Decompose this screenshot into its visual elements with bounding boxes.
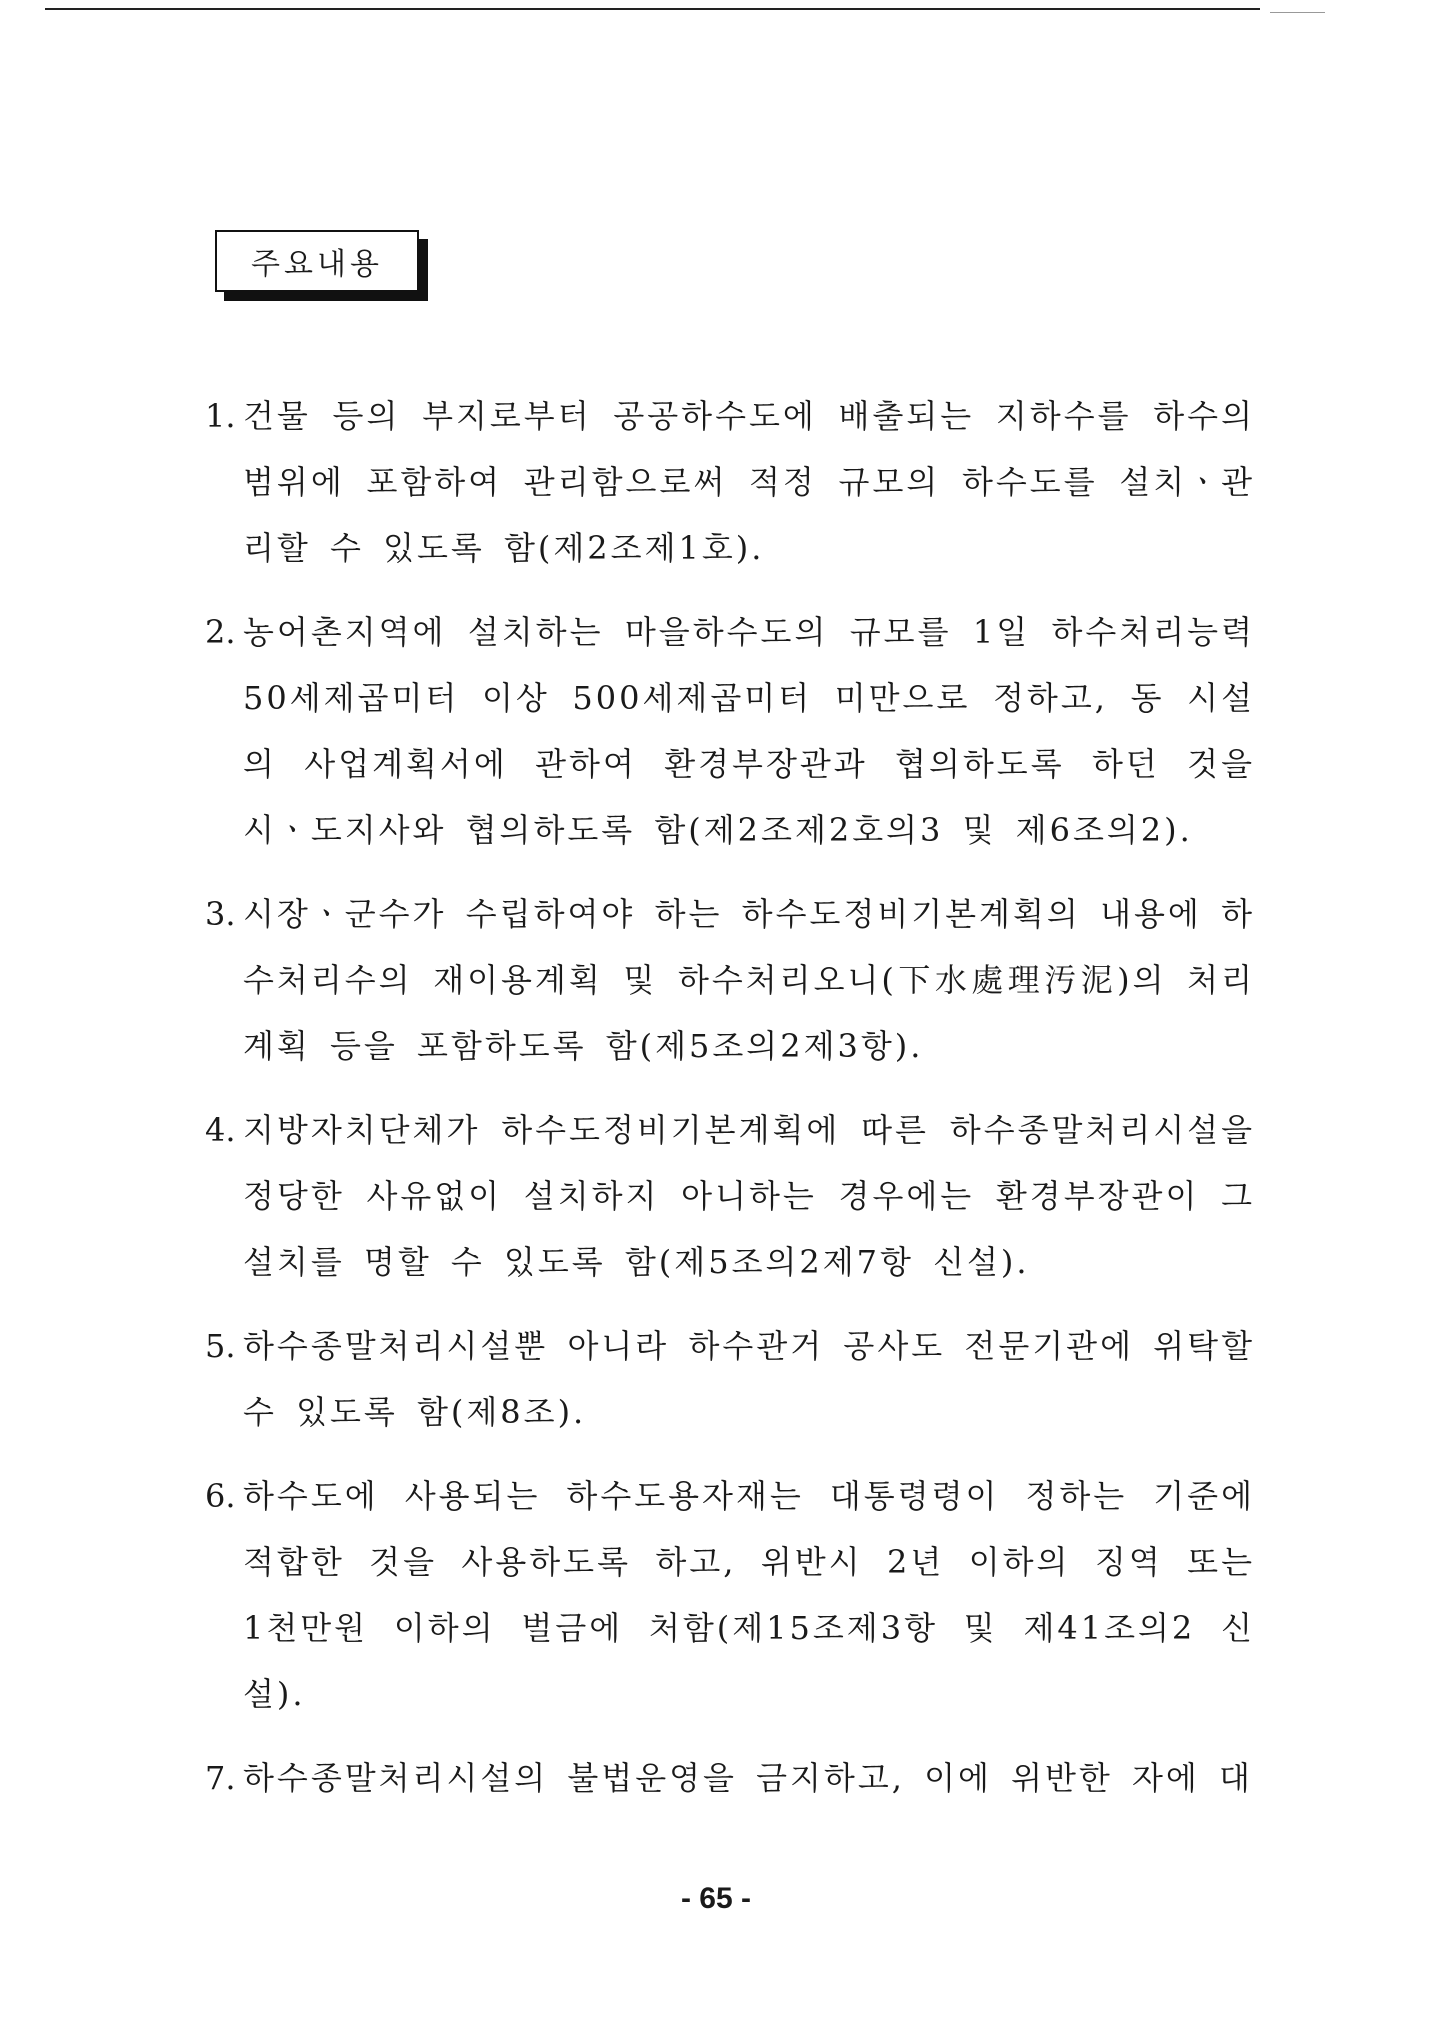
item-text: 지방자치단체가 하수도정비기본계획에 따른 하수종말처리시설을 정당한 사유없이 설치하지 아니하는 경우에는 환경부장관이 그 설치를 명할 수 있도록 함(제5조의2제7항 신설). bbox=[243, 1111, 1255, 1281]
top-rule-tail bbox=[1270, 12, 1325, 13]
section-heading: 주요내용 bbox=[215, 230, 419, 292]
item-number: 4. bbox=[205, 1111, 236, 1149]
item-number: 1. bbox=[205, 397, 236, 435]
item-text: 하수종말처리시설의 불법운영을 금지하고, 이에 위반한 자에 대 bbox=[243, 1759, 1253, 1797]
item-number: 7. bbox=[205, 1759, 236, 1797]
item-text: 하수종말처리시설뿐 아니라 하수관거 공사도 전문기관에 위탁할 수 있도록 함(제8조). bbox=[243, 1327, 1255, 1431]
item-text: 시장ㆍ군수가 수립하여야 하는 하수도정비기본계획의 내용에 하수처리수의 재이용계획 및 하수처리오니(下水處理汚泥)의 처리계획 등을 포함하도록 함(제5조의2제3항). bbox=[243, 895, 1255, 1065]
item-text: 하수도에 사용되는 하수도용자재는 대통령령이 정하는 기준에 적합한 것을 사용하도록 하고, 위반시 2년 이하의 징역 또는 1천만원 이하의 벌금에 처함(제15조제3항 및 제41조의2 신설). bbox=[243, 1477, 1255, 1713]
top-rule bbox=[45, 8, 1260, 10]
item-number: 6. bbox=[205, 1477, 236, 1515]
list-item bbox=[205, 1097, 1255, 1295]
list-item bbox=[205, 599, 1255, 863]
list-item bbox=[205, 1463, 1255, 1727]
item-number: 5. bbox=[205, 1327, 236, 1365]
item-text: 건물 등의 부지로부터 공공하수도에 배출되는 지하수를 하수의 범위에 포함하여 관리함으로써 적정 규모의 하수도를 설치ㆍ관리할 수 있도록 함(제2조제1호). bbox=[243, 397, 1255, 567]
item-text: 농어촌지역에 설치하는 마을하수도의 규모를 1일 하수처리능력 50세제곱미터 이상 500세제곱미터 미만으로 정하고, 동 시설의 사업계획서에 관하여 환경부장관과 협의하도록 하던 것을 시ㆍ도지사와 협의하도록 함(제2조제2호의3 및 제6조의2). bbox=[243, 613, 1255, 849]
list-item bbox=[205, 881, 1255, 1079]
content-list bbox=[205, 383, 1255, 1829]
list-item bbox=[205, 1745, 1255, 1811]
list-item bbox=[205, 1313, 1255, 1445]
page-number: - 65 - bbox=[680, 1882, 752, 1915]
list-item bbox=[205, 383, 1255, 581]
item-number: 2. bbox=[205, 613, 236, 651]
item-number: 3. bbox=[205, 895, 236, 933]
